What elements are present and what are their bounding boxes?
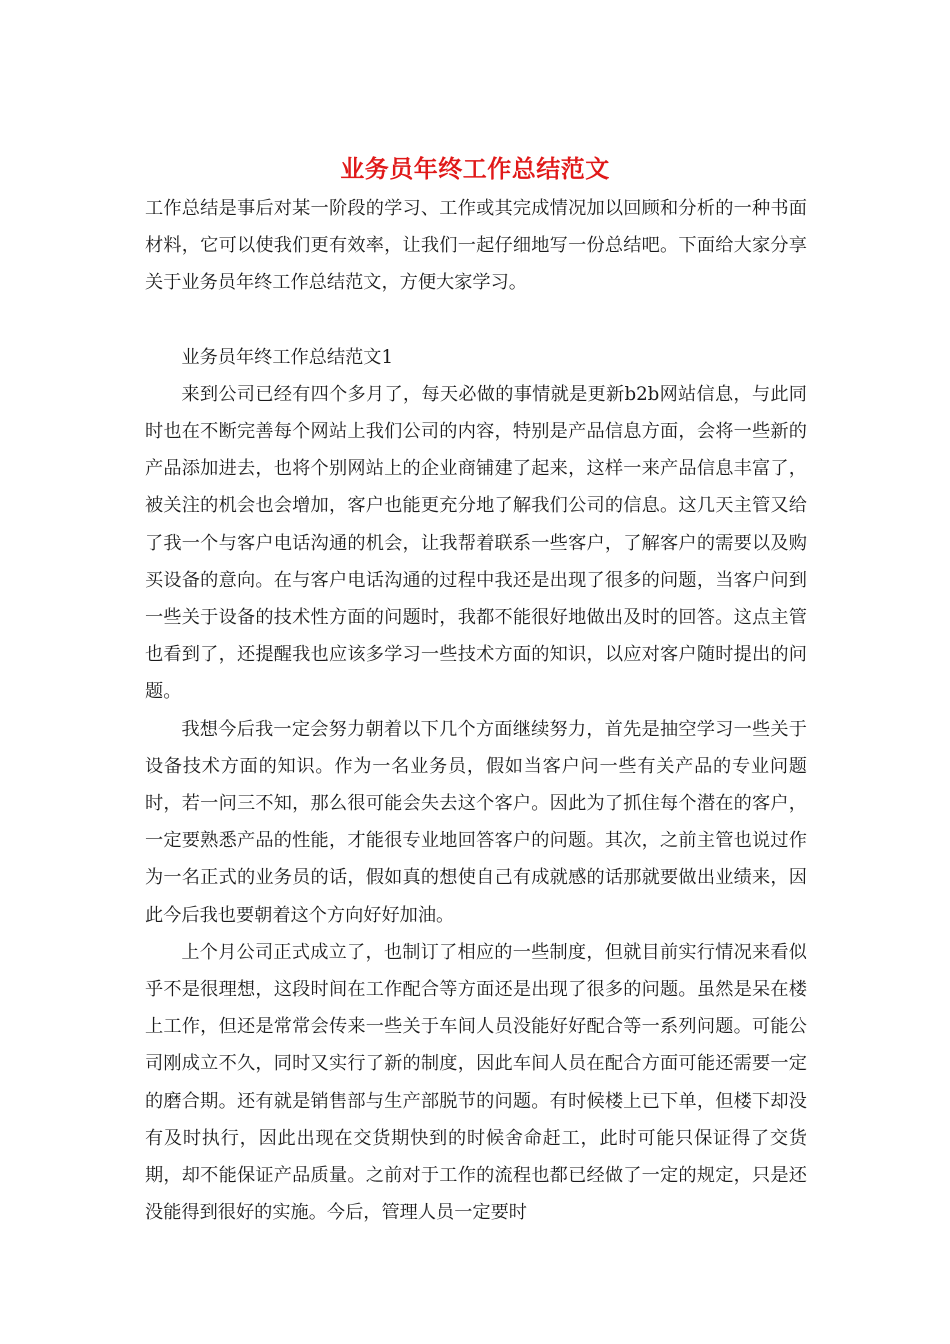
body-paragraph-2: 我想今后我一定会努力朝着以下几个方面继续努力，首先是抽空学习一些关于设备技术方面的知识。作为一名业务员，假如当客户问一些有关产品的专业问题时，若一问三不知，那么很可能会失去这个客户。因此为了抓住每个潜在的客户，一定要熟悉产品的性能，才能很专业地回答客户的问题。其次，之前主管也说过作为一名正式的业务员的话，假如真的想使自己有成就感的话那就要做出业绩来，因此今后我也要朝着这个方向好好加油。 bbox=[145, 718, 807, 926]
intro-paragraph: 工作总结是事后对某一阶段的学习、工作或其完成情况加以回顾和分析的一种书面材料，它可以使我们更有效率，让我们一起仔细地写一份总结吧。下面给大家分享关于业务员年终工作总结范文，方便大家学习。 bbox=[145, 198, 807, 294]
body-paragraph-3: 上个月公司正式成立了，也制订了相应的一些制度，但就目前实行情况来看似乎不是很理想，这段时间在工作配合等方面还是出现了很多的问题。虽然是呆在楼上工作，但还是常常会传来一些关于车间人员没能好好配合等一系列问题。可能公司刚成立不久，同时又实行了新的制度，因此车间人员在配合方面可能还需要一定的磨合期。还有就是销售部与生产部脱节的问题。有时候楼上已下单，但楼下却没有及时执行，因此出现在交货期快到的时候舍命赶工，此时可能只保证得了交货期，却不能保证产品质量。之前对于工作的流程也都已经做了一定的规定，只是还没能得到很好的实施。今后，管理人员一定要时 bbox=[145, 941, 807, 1224]
paragraph-gap bbox=[145, 302, 807, 339]
section-heading: 业务员年终工作总结范文1 bbox=[181, 346, 394, 368]
document-body bbox=[145, 190, 807, 1231]
document-title: 业务员年终工作总结范文 bbox=[340, 154, 610, 183]
body-paragraph-1: 来到公司已经有四个多月了，每天必做的事情就是更新b2b网站信息，与此同时也在不断完善每个网站上我们公司的内容，特别是产品信息方面，会将一些新的产品添加进去，也将个别网站上的企业商铺建了起来，这样一来产品信息丰富了，被关注的机会也会增加，客户也能更充分地了解我们公司的信息。这几天主管又给了我一个与客户电话沟通的机会，让我帮着联系一些客户，了解客户的需要以及购买设备的意向。在与客户电话沟通的过程中我还是出现了很多的问题，当客户问到一些关于设备的技术性方面的问题时，我都不能很好地做出及时的回答。这点主管也看到了，还提醒我也应该多学习一些技术方面的知识，以应对客户随时提出的问题。 bbox=[145, 383, 807, 703]
